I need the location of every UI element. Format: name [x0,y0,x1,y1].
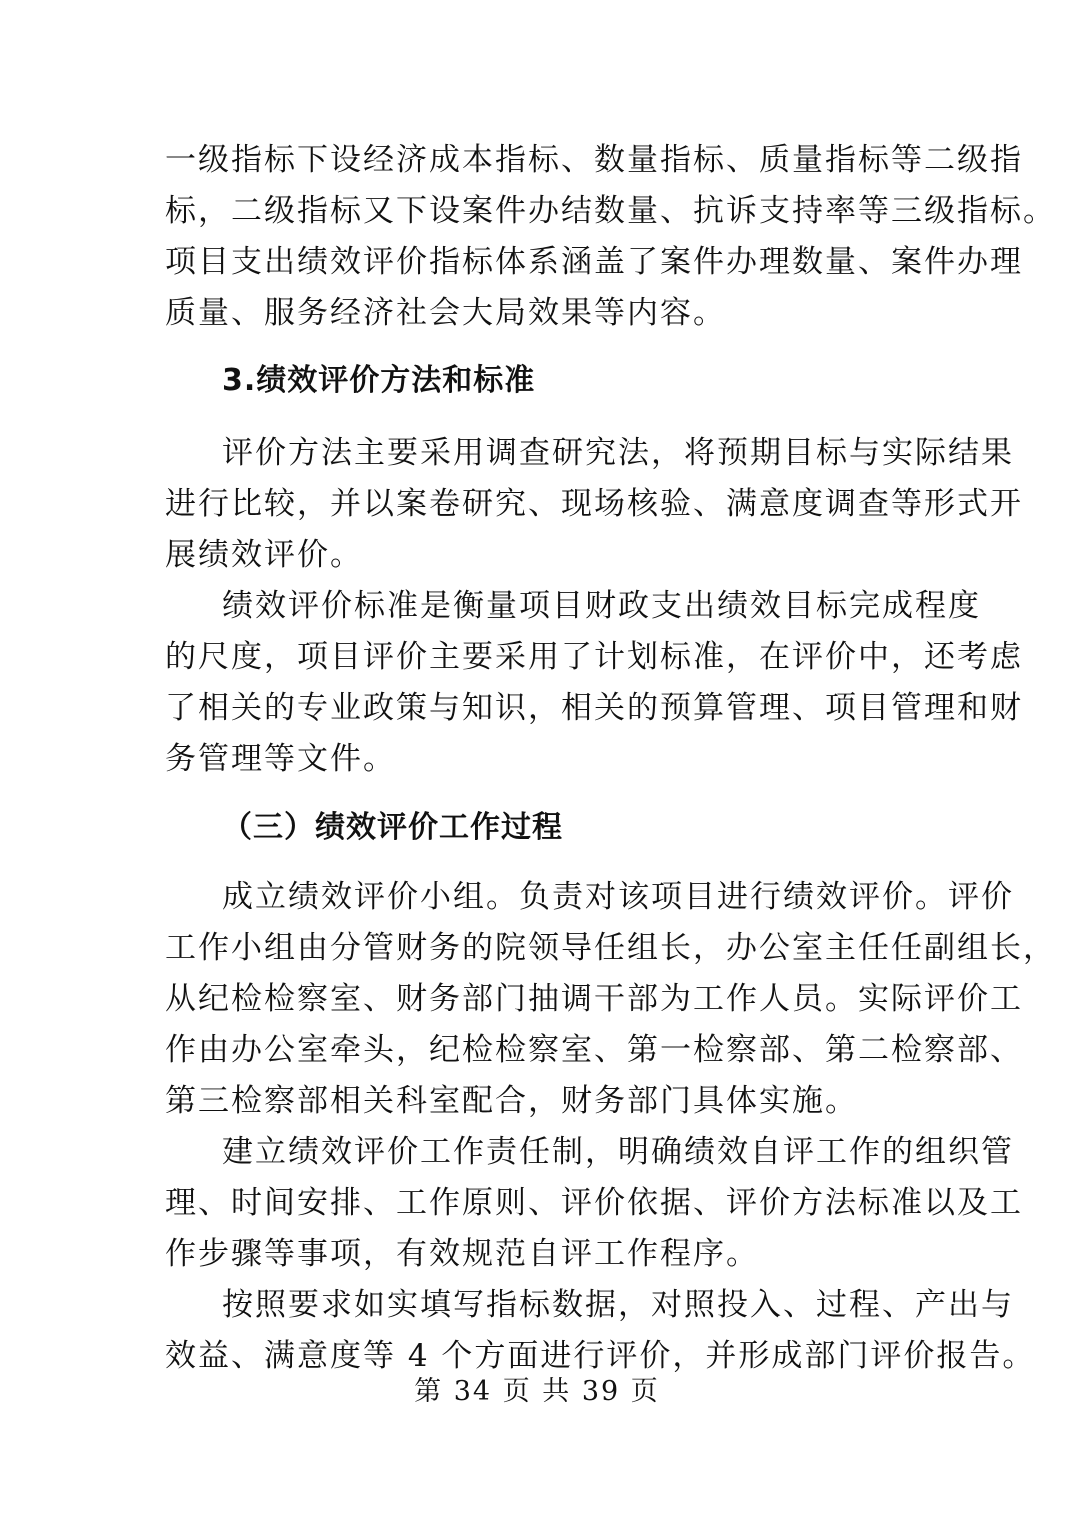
body-text-line: 质量、服务经济社会大局效果等内容。 [165,295,726,331]
body-text-line: 工作小组由分管财务的院领导任组长，办公室主任任副组长， [165,930,1056,966]
body-text-line: 的尺度，项目评价主要采用了计划标准，在评价中，还考虑 [165,639,1023,675]
body-text-line: 项目支出绩效评价指标体系涵盖了案件办理数量、案件办理 [165,244,1023,280]
body-text-line: 从纪检检察室、财务部门抽调干部为工作人员。实际评价工 [165,981,1023,1017]
section-heading: （三）绩效评价工作过程 [222,810,563,845]
body-text-line: 了相关的专业政策与知识，相关的预算管理、项目管理和财 [165,690,1023,726]
body-text-line: 按照要求如实填写指标数据，对照投入、过程、产出与 [222,1287,1014,1323]
body-text-line: 进行比较，并以案卷研究、现场核验、满意度调查等形式开 [165,486,1023,522]
body-text-line: 务管理等文件。 [165,741,396,777]
body-text-line: 理、时间安排、工作原则、评价依据、评价方法标准以及工 [165,1185,1023,1221]
body-text-line: 作步骤等事项，有效规范自评工作程序。 [165,1236,759,1272]
body-text-line: 绩效评价标准是衡量项目财政支出绩效目标完成程度 [222,588,981,624]
body-text-line: 成立绩效评价小组。负责对该项目进行绩效评价。评价 [222,879,1014,915]
body-text-line: 标，二级指标又下设案件办结数量、抗诉支持率等三级指标。 [165,193,1056,229]
body-text-line: 效益、满意度等 4 个方面进行评价，并形成部门评价报告。 [165,1338,1036,1374]
body-text-line: 一级指标下设经济成本指标、数量指标、质量指标等二级指 [165,142,1023,178]
body-text-line: 展绩效评价。 [165,537,363,573]
section-heading: 3.绩效评价方法和标准 [222,363,536,398]
body-text-line: 建立绩效评价工作责任制，明确绩效自评工作的组织管 [222,1134,1014,1170]
body-text-line: 作由办公室牵头，纪检检察室、第一检察部、第二检察部、 [165,1032,1023,1068]
body-text-line: 评价方法主要采用调查研究法，将预期目标与实际结果 [222,435,1014,471]
page-number-footer: 第 34 页 共 39 页 [414,1376,660,1407]
body-text-line: 第三检察部相关科室配合，财务部门具体实施。 [165,1083,858,1119]
